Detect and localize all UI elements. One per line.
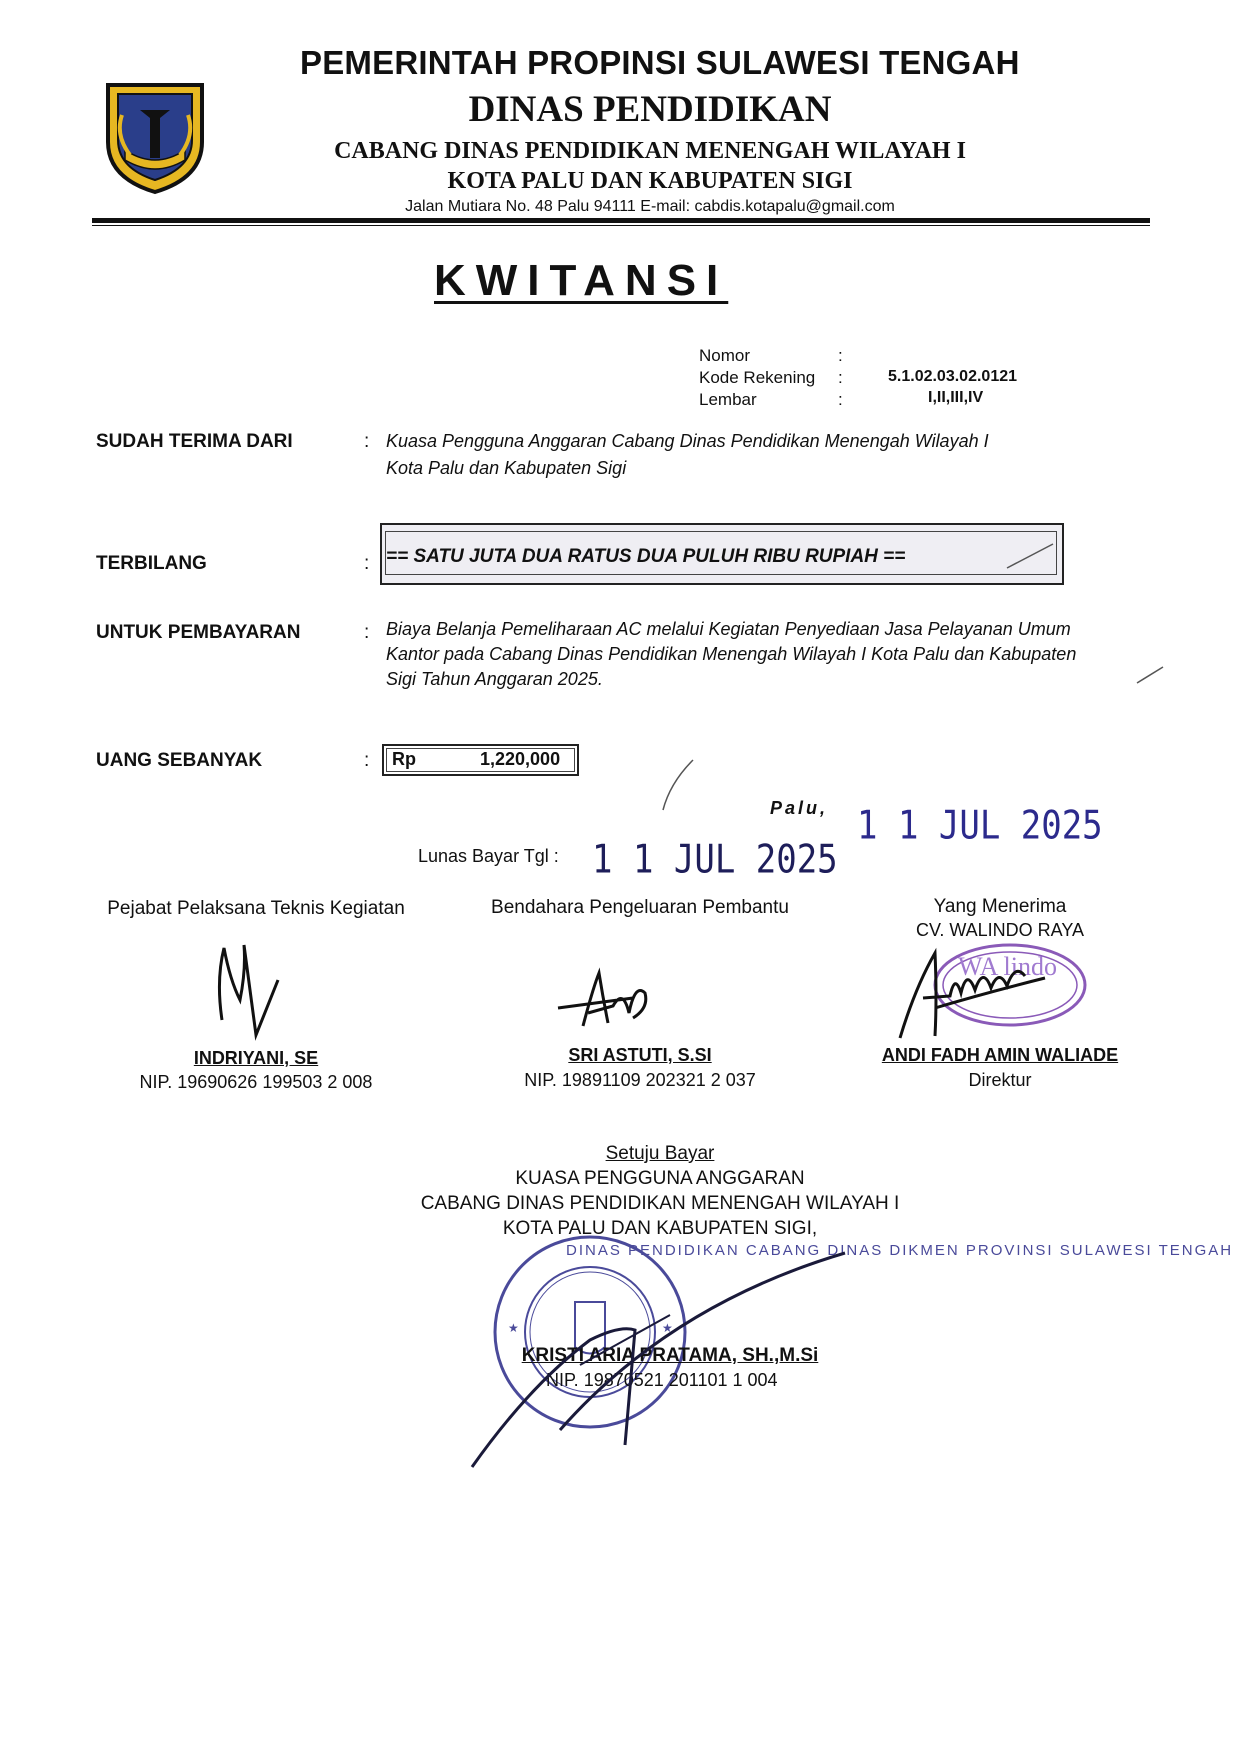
terbilang-colon: : bbox=[364, 553, 370, 574]
pen-tick-mark bbox=[1135, 665, 1165, 685]
kode-rekening-label: Kode Rekening bbox=[699, 368, 816, 387]
uang-sebanyak-label: UANG SEBANYAK bbox=[96, 750, 263, 771]
pen-tick-mark bbox=[1005, 540, 1055, 570]
untuk-pembayaran-label: UNTUK PEMBAYARAN bbox=[96, 622, 301, 643]
penerima-role: Direktur bbox=[968, 1070, 1032, 1090]
pptk-name: INDRIYANI, SE bbox=[193, 1048, 319, 1068]
approval-branch: CABANG DINAS PENDIDIKAN MENENGAH WILAYAH I bbox=[420, 1193, 900, 1214]
date-stamp: 1 1 JUL 2025 bbox=[857, 803, 1103, 849]
document-title: KWITANSI bbox=[434, 256, 729, 305]
penerima-company: CV. WALINDO RAYA bbox=[915, 920, 1085, 940]
letterhead-branch: CABANG DINAS PENDIDIKAN MENENGAH WILAYAH I bbox=[334, 138, 966, 164]
amount-value: 1,220,000 bbox=[480, 749, 561, 769]
lembar-label: Lembar bbox=[699, 390, 757, 409]
sudah-terima-colon: : bbox=[364, 431, 370, 452]
bendahara-name: SRI ASTUTI, S.SI bbox=[568, 1045, 712, 1065]
seal-text: DINAS PENDIDIKAN CABANG DINAS DIKMEN PROVINSI SULAWESI TENGAH bbox=[566, 1242, 1234, 1259]
untuk-pembayaran-colon: : bbox=[364, 622, 370, 643]
pptk-title: Pejabat Pelaksana Teknis Kegiatan bbox=[107, 898, 405, 919]
sudah-terima-value-line1: Kuasa Pengguna Anggaran Cabang Dinas Pendidikan Menengah Wilayah I bbox=[386, 431, 989, 451]
pptk-signature-icon bbox=[210, 940, 290, 1040]
approval-position: KUASA PENGGUNA ANGGARAN bbox=[515, 1168, 805, 1189]
untuk-pembayaran-line1: Biaya Belanja Pemeliharaan AC melalui Kegiatan Penyediaan Jasa Pelayanan Umum bbox=[386, 619, 1071, 639]
letterhead-rule-thin bbox=[92, 225, 1150, 226]
bendahara-signature-icon bbox=[553, 968, 653, 1038]
lembar-colon: : bbox=[838, 390, 843, 409]
letterhead-rule-thick bbox=[92, 218, 1150, 223]
kode-rekening-colon: : bbox=[838, 368, 843, 387]
place-label: Palu, bbox=[770, 798, 829, 818]
lembar-value: I,II,III,IV bbox=[928, 389, 984, 406]
company-stamp-text: WA lindo bbox=[958, 952, 1057, 981]
penerima-title: Yang Menerima bbox=[933, 896, 1067, 917]
bendahara-nip: NIP. 19891109 202321 2 037 bbox=[524, 1070, 756, 1090]
pptk-nip: NIP. 19690626 199503 2 008 bbox=[139, 1072, 373, 1092]
terbilang-label: TERBILANG bbox=[96, 553, 207, 574]
approval-nip: NIP. 19870521 201101 1 004 bbox=[546, 1370, 778, 1390]
bendahara-title: Bendahara Pengeluaran Pembantu bbox=[491, 897, 789, 918]
terbilang-value: == SATU JUTA DUA RATUS DUA PULUH RIBU RUPIAH == bbox=[386, 546, 906, 567]
lunas-bayar-label: Lunas Bayar Tgl : bbox=[418, 846, 559, 866]
pen-stroke-mark bbox=[655, 758, 695, 813]
nomor-colon: : bbox=[838, 346, 843, 365]
lunas-date-stamp: 1 1 JUL 2025 bbox=[592, 837, 838, 883]
letterhead-agency: DINAS PENDIDIKAN bbox=[468, 89, 832, 130]
currency-label: Rp bbox=[392, 749, 416, 769]
penerima-signature-icon bbox=[895, 948, 1055, 1043]
kode-rekening-value: 5.1.02.03.02.0121 bbox=[888, 368, 1018, 385]
svg-text:★: ★ bbox=[662, 1321, 673, 1335]
letterhead-government: PEMERINTAH PROPINSI SULAWESI TENGAH bbox=[300, 44, 1020, 81]
penerima-name: ANDI FADH AMIN WALIADE bbox=[881, 1045, 1119, 1065]
untuk-pembayaran-line2: Kantor pada Cabang Dinas Pendidikan Menengah Wilayah I Kota Palu dan Kabupaten bbox=[386, 644, 1077, 664]
nomor-label: Nomor bbox=[699, 346, 751, 365]
sudah-terima-label: SUDAH TERIMA DARI bbox=[96, 431, 293, 452]
sudah-terima-value-line2: Kota Palu dan Kabupaten Sigi bbox=[386, 458, 627, 478]
approval-signature-icon bbox=[470, 1245, 850, 1470]
letterhead-address: Jalan Mutiara No. 48 Palu 94111 E-mail: cabdis.kotapalu@gmail.com bbox=[405, 198, 895, 215]
setuju-bayar-label: Setuju Bayar bbox=[605, 1143, 715, 1164]
approval-name: KRISTI ARIA PRATAMA, SH.,M.Si bbox=[521, 1345, 819, 1366]
letterhead-region: KOTA PALU DAN KABUPATEN SIGI bbox=[447, 168, 853, 194]
approval-region: KOTA PALU DAN KABUPATEN SIGI, bbox=[502, 1218, 818, 1239]
uang-sebanyak-colon: : bbox=[364, 750, 370, 771]
untuk-pembayaran-line3: Sigi Tahun Anggaran 2025. bbox=[386, 669, 603, 689]
svg-text:★: ★ bbox=[508, 1321, 519, 1335]
province-emblem-icon bbox=[100, 80, 210, 195]
